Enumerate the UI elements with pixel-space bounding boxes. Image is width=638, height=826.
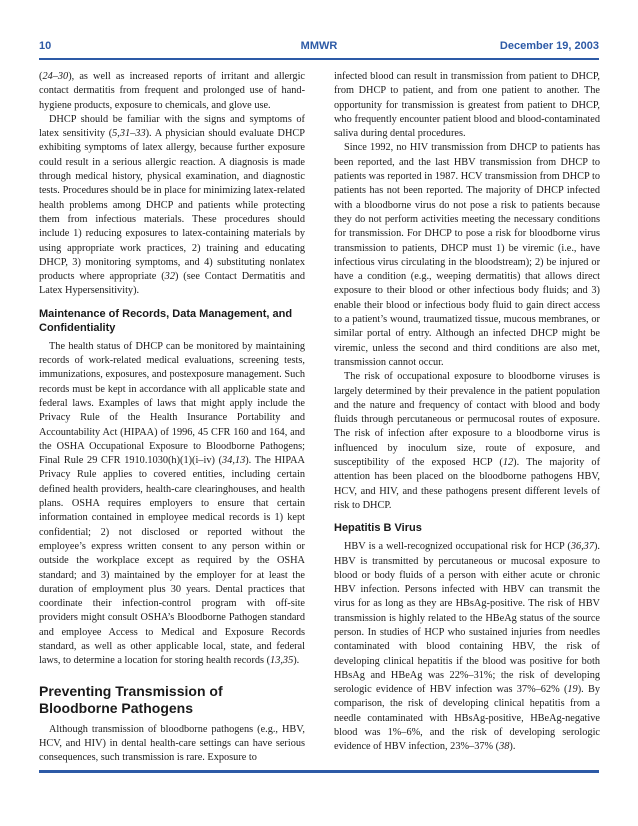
paragraph — [334, 70, 600, 141]
running-header — [39, 40, 599, 56]
text-run: DHCP should be familiar with the signs and symptoms of latex sensitivity ( — [39, 113, 305, 140]
page-number: 10 — [39, 40, 52, 52]
section-subheading: Hepatitis B Virus — [334, 522, 422, 535]
paragraph — [39, 113, 305, 299]
text-run: The health status of DHCP can be monitored by maintaining records of work-related medical evaluations, screening tests, immunizations, exposures, and postexposure management. Such records must be kept in accordance with all applicable state and federal laws. Examples of laws that might apply include the Privacy Rule of the Health Insurance Portability and Accountability Act (HIPAA) of 1996, 45 CFR 160 and 164, and the OSHA Occupational Exposure to Bloodborne Pathogens; Final Rule 29 CFR 1910.1030(h)(1)(i–iv) ( — [39, 340, 305, 467]
text-run: ) (see Contact Dermatitis and Latex Hypersensitivity). — [39, 271, 305, 297]
text-run: ). The HIPAA Privacy Rule applies to covered entities, including certain defined health providers, health-care clearinghouses, and health plans. OSHA requires employers to ensure that certain information contained in employee medical records is 1) kept confidential; 2) not disclosed or reported without the employee’s express written consent to any person within or outside the workplace except as required by the OSHA standard; and 3) maintained by the employer for at least the duration of employment plus 30 years. Dental practices that coordinate their infection-control program with off-site providers might consult OSHA’s Bloodborne Pathogen standard and employee Access to Medical and Exposure Records standard, as well as other applicable local, state, and federal laws, to determine a location for storing health records ( — [39, 455, 305, 667]
paragraph — [334, 540, 600, 754]
paragraph — [334, 370, 600, 513]
citation: 19 — [567, 684, 578, 696]
footer-rule — [39, 770, 599, 773]
paragraph — [39, 70, 305, 113]
text-run: ). HBV is transmitted by percutaneous or mucosal exposure to blood or body fluids of a person with either acute or chronic HBV infection. Persons infected with HBV can transmit the virus for as long as they are HBsAg-positive. The risk of HBV transmission is highly related to the HBeAg status of the source person. In studies of HCP who sustained injuries from needles contaminated with blood containing HBV, the risk of developing clinical hepatitis if the blood was positive for both HBsAg and HBeAg was 22%–31%; the risk of developing serologic evidence of HBV infection was 37%–62% ( — [334, 541, 600, 696]
citation: 38 — [499, 741, 510, 753]
section-subheading: Maintenance of Records, Data Management, and Confidentiality — [39, 307, 293, 334]
header-rule — [39, 58, 599, 60]
text-run: ). — [293, 655, 300, 667]
text-run: ). The majority of attention has been placed on the bloodborne pathogens HBV, HCV, and HIV, and these pathogens present different levels of risk to DHCP. — [334, 457, 600, 511]
issue-date: December 19, 2003 — [499, 40, 599, 52]
text-run: ( — [39, 71, 43, 82]
text-run: ). — [509, 741, 516, 753]
text-run: ). A physician should evaluate DHCP exhibiting symptoms of latex allergy, because further exposure could result in a serious allergic reaction. A diagnosis is made through medical history, physical examination, and diagnostic tests. Procedures should be in place for minimizing latex-related health problems among DHCP and patients while protecting them from infectious materials. These procedures should include 1) reducing exposures to latex-containing materials by using appropriate work practices, 2) training and educating DHCP, 3) monitoring symptoms, and 4) substituting nonlatex products where appropriate ( — [39, 128, 305, 283]
text-run: ), as well as increased reports of irritant and allergic contact dermatitis from frequent and prolonged use of hand-hygiene products, exposure to chemicals, and glove use. — [39, 71, 305, 111]
text-run: HBV is a well-recognized occupational risk for HCP ( — [344, 541, 571, 553]
text-run: ). By comparison, the risk of developing clinical hepatitis from a needle contaminated with HBsAg-positive, HBeAg-negative blood was 1%–6%, and the risk of developing serologic evidence of HBV infection, 23%–37% ( — [334, 684, 601, 753]
paragraph — [334, 141, 600, 370]
right-column — [334, 70, 600, 755]
citation: 36,37 — [570, 541, 594, 553]
left-column — [39, 70, 305, 765]
paragraph — [39, 723, 305, 766]
citation: 34,13 — [222, 455, 246, 467]
text-run: infected blood can result in transmission from patient to DHCP, from DHCP to patient, and from one patient to another. The opportunity for transmission is greatest from patient to DHCP, who frequently encounter patient blood and blood-contaminated saliva during dental procedures. — [334, 71, 600, 140]
text-run: Although transmission of bloodborne pathogens (e.g., HBV, HCV, and HIV) in dental health-care settings can have serious consequences, such transmission is rare. Exposure to — [39, 723, 305, 764]
text-run: The risk of occupational exposure to bloodborne viruses is largely determined by their prevalence in the patient population and the nature and frequency of contact with blood and body fluids through percutaneous or permucosal routes of exposure. The risk of infection after exposure to a bloodborne virus is influenced by inoculum size, route of exposure, and susceptibility of the exposed HCP ( — [334, 371, 600, 469]
citation: 12 — [502, 457, 514, 469]
text-run: Since 1992, no HIV transmission from DHCP to patients has been reported, and the last HBV transmission from DHCP to patients was reported in 1987. HCV transmission from DHCP to patients has not been reported. The majority of DHCP infected with a bloodborne virus do not pose a risk to patients because they do not perform activities meeting the necessary conditions for transmission. For DHCP to pose a risk for bloodborne virus transmission to patients, DHCP must 1) be viremic (i.e., have infectious virus circulating in the bloodstream); 2) be injured or have a condition (e.g., weeping dermatitis) that allows direct exposure to their blood or other infectious body fluids; and 3) enable their blood or infectious body fluid to gain direct access to a patient’s wound, traumatized tissue, mucous membranes, or similar portal of entry. Although an infected DHCP might be viremic, unless the second and third conditions are also met, transmission cannot occur. — [334, 142, 600, 368]
paragraph — [39, 340, 305, 669]
citation: 5,31–33 — [112, 128, 146, 140]
journal-name: MMWR — [300, 40, 338, 52]
citation: 24–30 — [42, 71, 69, 82]
citation: 13,35 — [270, 655, 294, 667]
section-heading: Preventing Transmission of Bloodborne Pathogens — [39, 682, 223, 716]
citation: 32 — [164, 271, 175, 283]
